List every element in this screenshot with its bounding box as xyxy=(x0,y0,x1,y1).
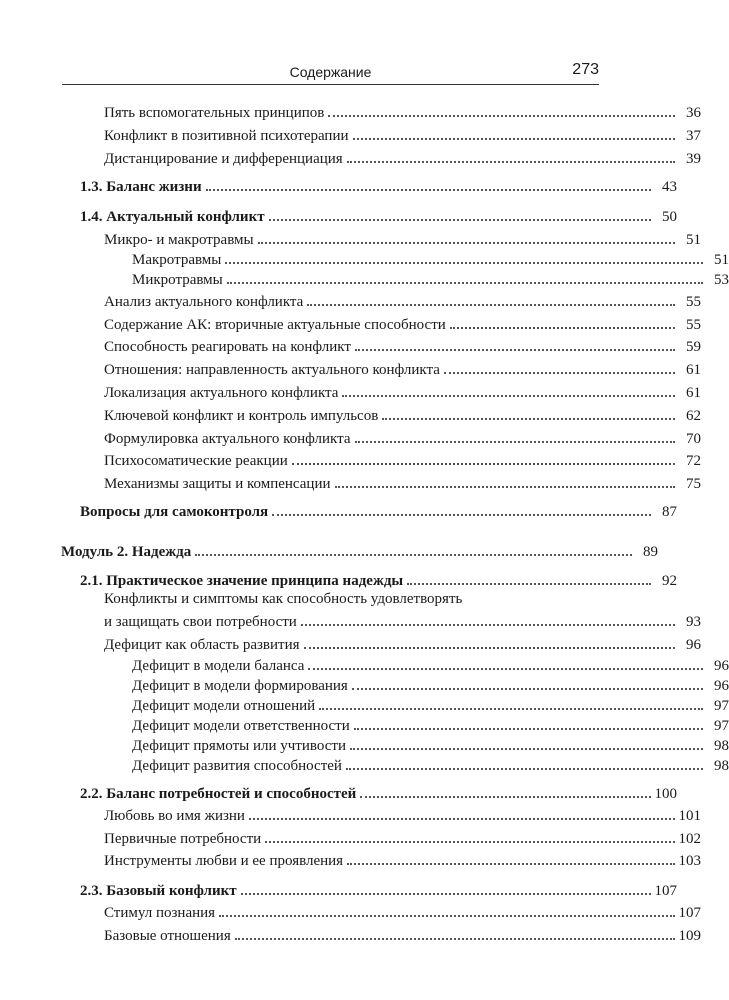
dot-leader xyxy=(301,610,675,626)
toc-subentry xyxy=(0,268,729,289)
toc-entry-page: 101 xyxy=(678,808,701,824)
toc-entry-page: 96 xyxy=(686,637,701,653)
toc-entry-title: Макротравмы xyxy=(132,252,222,268)
toc-entry-title: Дистанцирование и дифференциация xyxy=(104,151,343,167)
toc-entry-title-line1: Конфликты и симптомы как способность удовлетворять xyxy=(104,591,463,607)
toc-entry-title: Механизмы защиты и компенсации xyxy=(104,476,331,492)
dot-leader xyxy=(307,290,675,306)
toc-entry xyxy=(0,147,701,168)
toc-subentry xyxy=(0,714,729,735)
dot-leader xyxy=(355,335,675,351)
toc-entry-page: 97 xyxy=(714,698,729,714)
dot-leader xyxy=(352,674,703,690)
toc-entry-page: 96 xyxy=(714,678,729,694)
toc-section-entry xyxy=(0,569,677,590)
toc-entry-page: 98 xyxy=(714,738,729,754)
toc-entry xyxy=(0,427,701,448)
toc-subentry xyxy=(0,734,729,755)
toc-entry-page: 97 xyxy=(714,718,729,734)
toc-entry-page: 59 xyxy=(686,339,701,355)
toc-entry-title: Дефицит как область развития xyxy=(104,637,300,653)
toc-entry xyxy=(0,290,701,311)
toc-entry-title: Способность реагировать на конфликт xyxy=(104,339,351,355)
toc-section-entry xyxy=(0,879,677,900)
toc-entry-page: 43 xyxy=(662,179,677,195)
toc-entry-title: 2.3. Базовый конфликт xyxy=(80,883,237,899)
dot-leader xyxy=(292,449,675,465)
toc-entry-title: 2.1. Практическое значение принципа надежды xyxy=(80,573,404,589)
toc-entry-title: Базовые отношения xyxy=(104,928,231,944)
dot-leader xyxy=(347,147,675,163)
toc-entry-page: 39 xyxy=(686,151,701,167)
toc-entry-title: Дефицит прямоты или учтивости xyxy=(132,738,346,754)
toc-entry-title: Любовь во имя жизни xyxy=(104,808,245,824)
toc-entry-page: 109 xyxy=(678,928,701,944)
toc-entry-page: 75 xyxy=(686,476,701,492)
toc-entry-title: Пять вспомогательных принципов xyxy=(104,105,325,121)
toc-entry-page: 89 xyxy=(643,544,658,560)
toc-entry-title: Стимул познания xyxy=(104,905,216,921)
toc-entry-page: 93 xyxy=(686,614,701,630)
dot-leader xyxy=(249,804,675,820)
toc-entry-title: Отношения: направленность актуального конфликта xyxy=(104,362,440,378)
toc-entry-page: 87 xyxy=(662,504,677,520)
header-title: Содержание xyxy=(289,64,372,80)
toc-entry-page: 37 xyxy=(686,128,701,144)
toc-entry-page: 96 xyxy=(714,658,729,674)
toc-subentry xyxy=(0,674,729,695)
toc-entry-title: Дефицит модели отношений xyxy=(132,698,316,714)
dot-leader xyxy=(450,313,675,329)
dot-leader xyxy=(225,248,703,264)
toc-entry-page: 70 xyxy=(686,431,701,447)
toc-entry-title: 1.3. Баланс жизни xyxy=(80,179,202,195)
dot-leader xyxy=(444,358,675,374)
toc-entry xyxy=(0,404,701,425)
dot-leader xyxy=(265,827,674,843)
toc-entry-page: 103 xyxy=(678,853,701,869)
toc-section-entry xyxy=(0,175,677,196)
toc-entry-title: Ключевой конфликт и контроль импульсов xyxy=(104,408,379,424)
toc-entry-page: 50 xyxy=(662,209,677,225)
toc-entry-title: и защищать свои потребности xyxy=(104,614,297,630)
toc-subentry xyxy=(0,754,729,775)
dot-leader xyxy=(360,782,650,798)
dot-leader xyxy=(347,849,674,865)
toc-entry xyxy=(0,101,701,122)
dot-leader xyxy=(342,381,675,397)
toc-entry-title: Формулировка актуального конфликта xyxy=(104,431,351,447)
dot-leader xyxy=(235,924,675,940)
toc-entry-title: Вопросы для самоконтроля xyxy=(80,504,269,520)
dot-leader xyxy=(206,175,651,191)
toc-entry xyxy=(0,804,701,825)
toc-entry-page: 51 xyxy=(714,252,729,268)
toc-section-entry xyxy=(0,205,677,226)
toc-entry-page: 61 xyxy=(686,362,701,378)
toc-entry-title: Анализ актуального конфликта xyxy=(104,294,304,310)
dot-leader xyxy=(346,754,703,770)
toc-entry-page: 55 xyxy=(686,294,701,310)
dot-leader xyxy=(319,694,703,710)
dot-leader xyxy=(241,879,651,895)
toc-entry xyxy=(0,228,701,249)
dot-leader xyxy=(219,901,674,917)
toc-entry-page: 98 xyxy=(714,758,729,774)
toc-entry-title: 2.2. Баланс потребностей и способностей xyxy=(80,786,357,802)
dot-leader xyxy=(227,268,703,284)
toc-entry-page: 51 xyxy=(686,232,701,248)
dot-leader xyxy=(382,404,675,420)
toc-entry-page: 100 xyxy=(654,786,677,802)
toc-entry xyxy=(0,849,701,870)
toc-entry xyxy=(0,901,701,922)
toc-entry-title: Микро- и макротравмы xyxy=(104,232,254,248)
toc-entry xyxy=(0,827,701,848)
toc-entry xyxy=(0,335,701,356)
toc-section-entry xyxy=(0,500,677,521)
toc-entry-title: Дефицит развития способностей xyxy=(132,758,342,774)
toc-entry-page: 36 xyxy=(686,105,701,121)
toc-entry xyxy=(0,124,701,145)
toc-entry-title: Содержание АК: вторичные актуальные способности xyxy=(104,317,446,333)
toc-entry-page: 62 xyxy=(686,408,701,424)
toc-entry-page: 92 xyxy=(662,573,677,589)
dot-leader xyxy=(407,569,651,585)
dot-leader xyxy=(308,654,703,670)
toc-entry-title: Дефицит модели ответственности xyxy=(132,718,350,734)
toc-subentry xyxy=(0,654,729,675)
toc-entry-title: Микротравмы xyxy=(132,272,223,288)
toc-entry-title: Первичные потребности xyxy=(104,831,262,847)
dot-leader xyxy=(195,540,632,556)
toc-entry-title: Конфликт в позитивной психотерапии xyxy=(104,128,349,144)
dot-leader xyxy=(258,228,675,244)
dot-leader xyxy=(272,500,651,516)
dot-leader xyxy=(354,714,703,730)
toc-entry-page: 107 xyxy=(678,905,701,921)
toc-entry xyxy=(0,610,701,631)
toc-entry-page: 55 xyxy=(686,317,701,333)
toc-entry-title: Модуль 2. Надежда xyxy=(61,544,192,560)
toc-entry-page: 53 xyxy=(714,272,729,288)
dot-leader xyxy=(269,205,651,221)
dot-leader xyxy=(353,124,675,140)
toc-entry-page: 102 xyxy=(678,831,701,847)
toc-entry xyxy=(0,381,701,402)
toc-entry-page: 61 xyxy=(686,385,701,401)
dot-leader xyxy=(350,734,703,750)
toc-entry-title: Инструменты любви и ее проявления xyxy=(104,853,344,869)
dot-leader xyxy=(355,427,676,443)
toc-subentry xyxy=(0,694,729,715)
toc-entry xyxy=(0,358,701,379)
toc-entry-title: Дефицит в модели баланса xyxy=(132,658,305,674)
running-header xyxy=(62,58,599,85)
toc-subentry xyxy=(0,248,729,269)
toc-entry-title: Психосоматические реакции xyxy=(104,453,288,469)
toc-entry-title: Локализация актуального конфликта xyxy=(104,385,339,401)
toc-module-entry xyxy=(0,540,658,561)
toc-entry-title: Дефицит в модели формирования xyxy=(132,678,348,694)
dot-leader xyxy=(304,633,676,649)
toc-entry xyxy=(0,313,701,334)
toc-entry-title: 1.4. Актуальный конфликт xyxy=(80,209,265,225)
toc-entry-page: 107 xyxy=(654,883,677,899)
toc-entry xyxy=(0,449,701,470)
header-page-number: 273 xyxy=(572,61,599,78)
toc-entry-page: 72 xyxy=(686,453,701,469)
toc-entry xyxy=(0,633,701,654)
dot-leader xyxy=(328,101,675,117)
toc-section-entry xyxy=(0,782,677,803)
dot-leader xyxy=(335,472,676,488)
toc-entry xyxy=(0,472,701,493)
toc-entry xyxy=(0,924,701,945)
